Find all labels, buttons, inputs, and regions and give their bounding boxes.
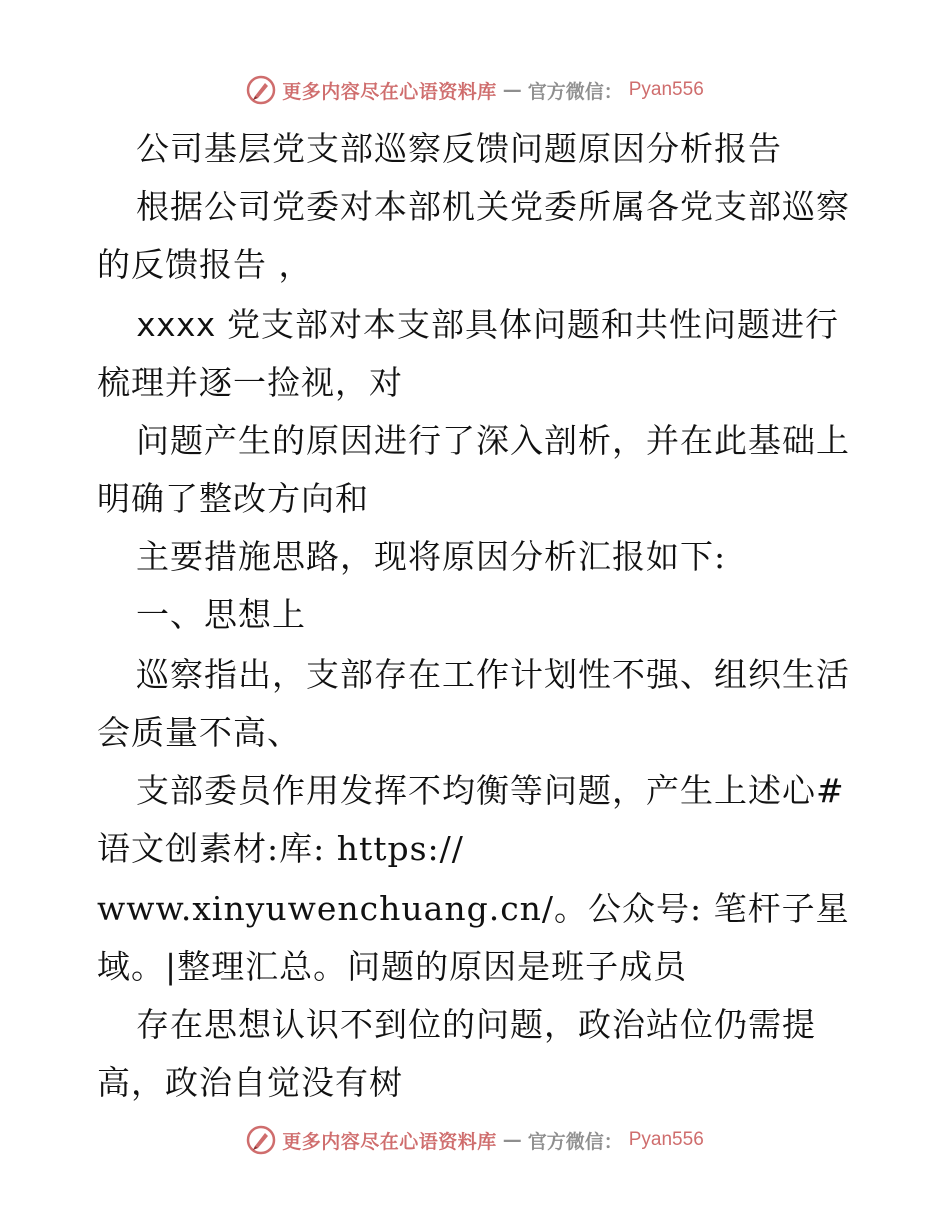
banner-dash: — (502, 1129, 522, 1151)
banner-wechat-label: 官方微信： (527, 1130, 623, 1153)
paragraph-line (136, 305, 839, 344)
paragraph-line: 巡察指出，支部存在工作计划性不强、组织生活 (136, 655, 850, 694)
paragraph-line: 会质量不高、 (97, 713, 301, 752)
section-heading: 一、思想上 (136, 595, 306, 634)
paragraph-line: 高，政治自觉没有树 (97, 1063, 403, 1102)
banner-wechat-label: 官方微信： (527, 80, 623, 103)
pen-logo-icon (246, 1125, 276, 1155)
header-watermark-banner (0, 70, 950, 110)
banner-dash: — (502, 79, 522, 101)
document-title: 公司基层党支部巡察反馈问题原因分析报告 (136, 129, 782, 168)
pen-logo-icon (246, 75, 276, 105)
banner-main-text: 更多内容尽在心语资料库 (282, 1130, 497, 1153)
paragraph-line: 域。|整理汇总。问题的原因是班子成员 (97, 947, 688, 986)
banner-wechat-id: Pyan556 (628, 79, 704, 100)
paragraph-line: 根据公司党委对本部机关党委所属各党支部巡察 (136, 187, 850, 226)
paragraph-line: 梳理并逐一捡视，对 (97, 363, 403, 402)
banner-wechat-id: Pyan556 (628, 1129, 704, 1150)
paragraph-line-rest: 党支部对本支部具体问题和共性问题进行 (215, 305, 839, 344)
paragraph-line: 语文创素材:库: https:// (97, 829, 464, 868)
paragraph-line: 主要措施思路，现将原因分析汇报如下: (136, 537, 727, 576)
paragraph-line: 支部委员作用发挥不均衡等问题，产生上述心# (136, 771, 845, 810)
paragraph-line: 问题产生的原因进行了深入剖析，并在此基础上 (136, 421, 850, 460)
paragraph-line: www.xinyuwenchuang.cn/。公众号: 笔杆子星 (97, 889, 850, 928)
placeholder-text: xxxx (136, 305, 216, 344)
banner-main-text: 更多内容尽在心语资料库 (282, 80, 497, 103)
paragraph-line: 明确了整改方向和 (97, 479, 369, 518)
paragraph-line: 的反馈报告 ， (97, 245, 313, 284)
footer-watermark-banner (0, 1120, 950, 1160)
paragraph-line: 存在思想认识不到位的问题，政治站位仍需提 (136, 1005, 816, 1044)
